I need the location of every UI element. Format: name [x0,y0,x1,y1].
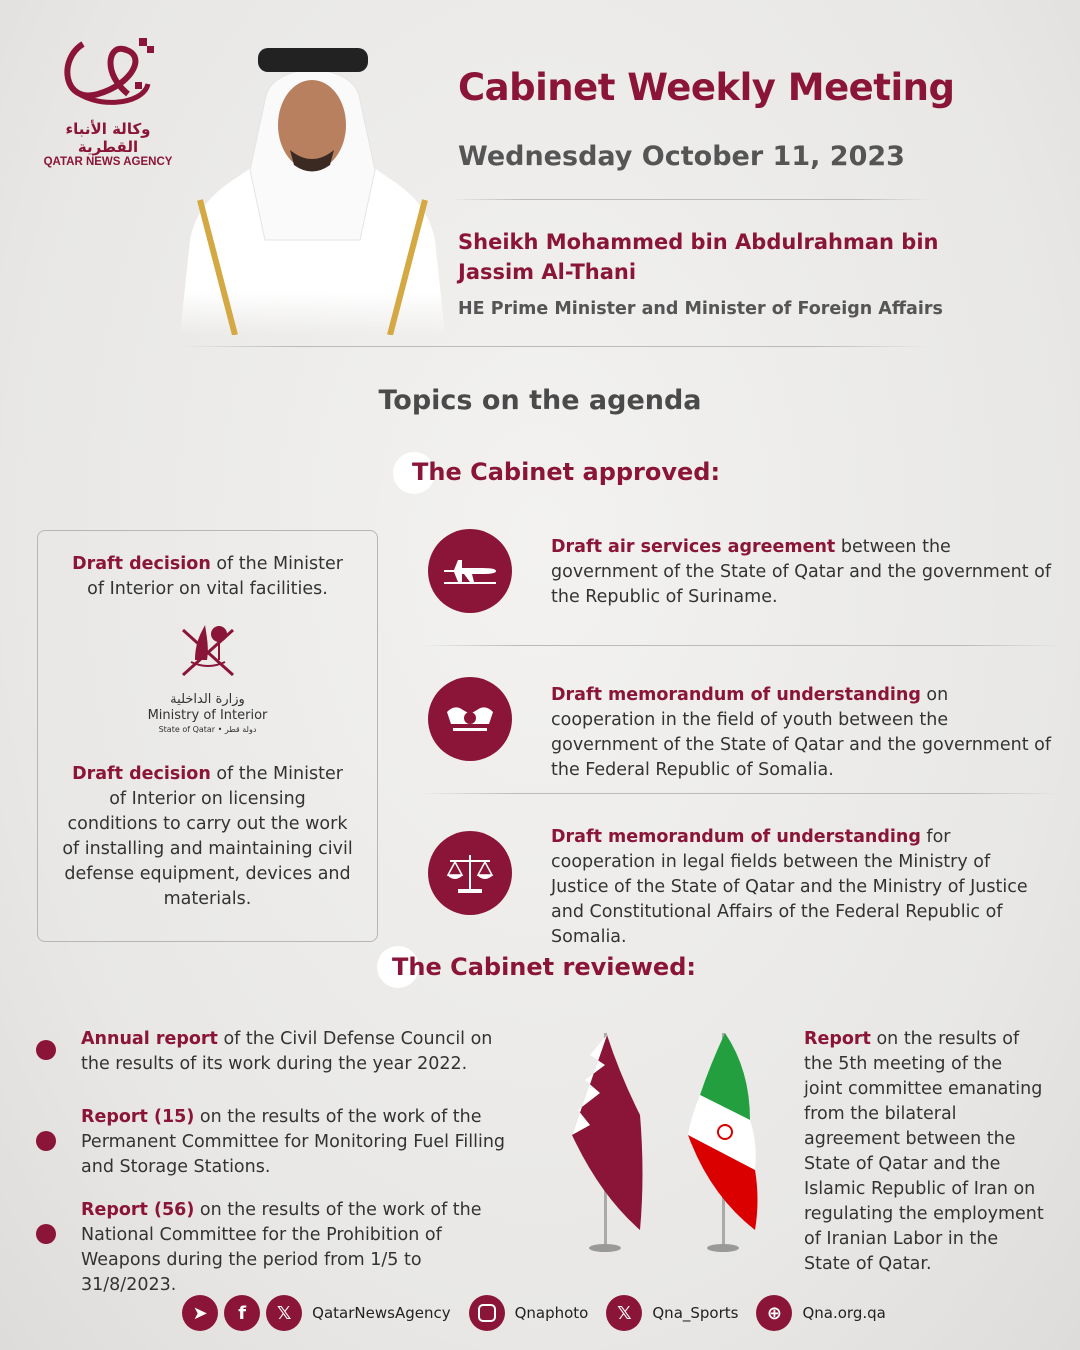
logo-arabic: وكالة الأنباء القطرية [65,120,151,156]
reviewed-item-1 [81,1027,526,1077]
moi-emblem-icon [173,620,243,684]
item-bold: Annual report [81,1029,218,1049]
name-line-1: Sheikh Mohammed bin Abdulrahman bin [458,230,939,254]
item-bold: Report (15) [81,1107,195,1127]
moi-item-2 [38,736,377,912]
item-text: on cooperation in the field of youth between the government of the State of Qatar and the government of the Federal Republic of Somalia. [551,685,1051,780]
moi-english: Ministry of Interior [147,708,268,723]
item-text: on the results of the work of the Permanent Committee for Monitoring Fuel Filling and Storage Stations. [81,1107,506,1177]
approved-heading: The Cabinet approved: [412,458,721,486]
divider [180,346,930,347]
bullet [36,1040,56,1060]
item-bold: Draft memorandum of understanding [551,827,921,847]
item-bold: Draft memorandum of understanding [551,685,921,705]
moi-item-1 [38,531,377,602]
social-handle-qatarnewsagency[interactable]: QatarNewsAgency [312,1304,451,1322]
qna-emblem-icon [53,34,163,114]
prime-minister-portrait [180,40,445,335]
ministry-of-interior-box [37,530,378,942]
item-bold: Report [804,1029,871,1049]
reviewed-report-iran [804,1027,1044,1277]
divider [420,793,1060,794]
x-icon[interactable]: 𝕏 [266,1295,302,1331]
airplane-icon [428,529,512,613]
item-text: of the Minister of Interior on vital facilities. [87,554,343,599]
divider [450,199,930,200]
topics-heading: Topics on the agenda [378,385,702,416]
item-bold: Draft decision [72,764,211,784]
telegram-icon[interactable]: ➤ [182,1295,218,1331]
globe-icon[interactable]: ⊕ [756,1295,792,1331]
item-bold: Report (56) [81,1200,195,1220]
scales-of-justice-icon [428,831,512,915]
approved-item-1 [551,535,1051,610]
qatar-iran-flags [560,1025,780,1255]
item-text: for cooperation in legal fields between the Ministry of Justice of the State of Qatar and the Ministry of Justice and Constitutional Affairs of the Federal Republic of Somalia. [551,827,1028,947]
item-text: between the government of the State of Qatar and the government of the Republic of Suriname. [551,537,1051,607]
item-bold: Draft air services agreement [551,537,836,557]
facebook-icon[interactable]: f [224,1295,260,1331]
official-role: HE Prime Minister and Minister of Foreign Affairs [458,299,943,319]
moi-logo [38,620,377,736]
item-text: on the results of the 5th meeting of the joint committee emanating from the bilateral agreement between the State of Qatar and the Islamic Republic of Iran on regulating the employment of Iranian Labor in the State of Qatar. [804,1029,1044,1274]
approved-item-3 [551,825,1051,950]
logo-english: QATAR NEWS AGENCY [43,156,173,168]
social-handle-qnaphoto[interactable]: Qnaphoto [514,1304,589,1322]
moi-arabic: وزارة الداخلية [170,692,245,707]
bullet [36,1131,56,1151]
moi-subtitle: State of Qatar • دولة قطر [158,725,257,734]
reviewed-item-2 [81,1105,526,1180]
item-text: of the Minister of Interior on licensing conditions to carry out the work of installing and maintaining civil defense equipment, devices and materials. [62,764,353,909]
social-handle-qna-sports[interactable]: Qna_Sports [652,1304,739,1322]
item-bold: Draft decision [72,554,211,574]
official-name [458,227,938,287]
website-link[interactable]: Qna.org.qa [802,1304,886,1322]
bullet [36,1224,56,1244]
qna-logo [38,34,178,168]
footer-social [0,1295,1080,1331]
item-text: of the Civil Defense Council on the results of its work during the year 2022. [81,1029,493,1074]
reviewed-item-3 [81,1198,521,1298]
approved-item-2 [551,683,1051,783]
item-text: on the results of the work of the National Committee for the Prohibition of Weapons during the period from 1/5 to 31/8/2023. [81,1200,482,1295]
x-icon[interactable]: 𝕏 [606,1295,642,1331]
divider [420,645,1060,646]
meeting-date: Wednesday October 11, 2023 [458,141,905,172]
instagram-icon[interactable] [469,1295,505,1331]
youth-icon [428,677,512,761]
reviewed-heading: The Cabinet reviewed: [392,953,696,981]
name-line-2: Jassim Al-Thani [458,260,637,284]
page-title: Cabinet Weekly Meeting [458,66,955,109]
